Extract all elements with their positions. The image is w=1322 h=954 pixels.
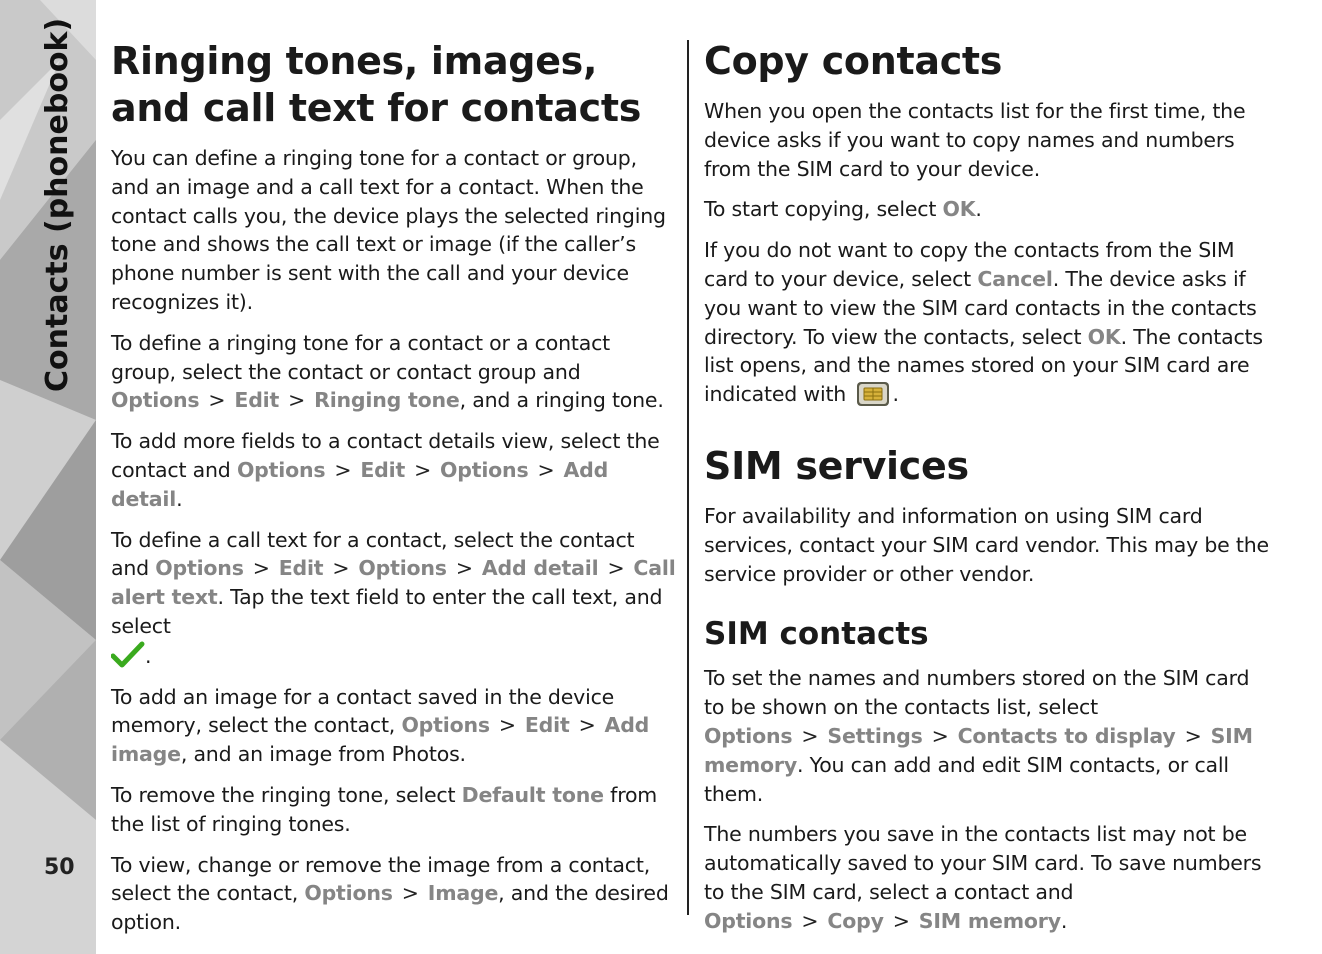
section-title-copy-contacts: Copy contacts	[704, 39, 1003, 83]
menu-path-options: Options	[440, 457, 529, 482]
menu-path-edit: Edit	[234, 388, 280, 413]
paragraph-sim-contacts-display: To set the names and numbers stored on the SIM card to be shown on the contacts list, select Options > Settings > Contacts to display > SIM memory. You can add and edit SIM contacts, or call them.	[704, 666, 1253, 806]
menu-path-sim-memory: SIM memory	[704, 723, 1253, 777]
menu-path-ringing-tone: Ringing tone	[314, 388, 460, 413]
left-column	[111, 38, 677, 949]
paragraph-copy-intro: When you open the contacts list for the first time, the device asks if you want to copy names and numbers from the SIM card to your device.	[704, 99, 1246, 181]
paragraph-intro: You can define a ringing tone for a contact or group, and an image and a call text for a contact. When the contact calls you, the device plays the selected ringing tone and shows the call text or image (if the caller’s phone number is sent with the call and your device recognizes it).	[111, 146, 666, 314]
menu-path-contacts-to-display: Contacts to display	[957, 723, 1176, 748]
section-title-sim-services: SIM services	[704, 443, 969, 488]
menu-path-sim-memory: SIM memory	[918, 908, 1061, 933]
menu-path-edit: Edit	[524, 713, 570, 738]
menu-path-edit: Edit	[278, 556, 324, 581]
menu-path-add-detail: Add detail	[481, 556, 599, 581]
menu-path-options: Options	[304, 881, 393, 906]
right-column	[704, 38, 1270, 948]
paragraph-ringing-tone: To define a ringing tone for a contact or a contact group, select the contact or contact group and Options > Edit > Ringing tone, and a ringing tone.	[111, 330, 664, 413]
paragraph-add-fields: To add more fields to a contact details view, select the contact and Options > Edit > Options > Add detail.	[111, 429, 660, 511]
paragraph-cancel-copy: If you do not want to copy the contacts from the SIM card to your device, select Cancel. The device asks if you want to view the SIM card contacts in the contacts directory. To view the contacts, select OK. The contacts list opens, and the names stored on your SIM card are indicated with .	[704, 238, 1263, 407]
menu-path-add-detail: Add detail	[111, 457, 609, 511]
paragraph-add-image: To add an image for a contact saved in the device memory, select the contact, Options > Edit > Add image, and an image from Photos.	[111, 684, 650, 767]
paragraph-call-text: To define a call text for a contact, select the contact and Options > Edit > Options > Add detail > Call alert text. Tap the text field to enter the call text, and select .	[111, 527, 676, 668]
softkey-ok: OK	[942, 197, 976, 222]
section-title-sim-contacts: SIM contacts	[704, 616, 929, 653]
softkey-ok: OK	[1087, 324, 1121, 349]
section-title-ringing-tones: Ringing tones, images, and call text for contacts	[111, 39, 642, 130]
menu-path-add-image: Add image	[111, 713, 650, 767]
menu-path-options: Options	[401, 713, 490, 738]
menu-path-default-tone: Default tone	[461, 782, 604, 807]
column-divider	[687, 40, 689, 915]
menu-path-call-alert-text: Call alert text	[111, 556, 676, 610]
menu-path-image: Image	[427, 881, 499, 906]
chapter-sidebar	[0, 0, 96, 954]
menu-path-options: Options	[358, 556, 447, 581]
sim-card-icon	[856, 381, 890, 407]
menu-path-options: Options	[155, 556, 244, 581]
page-number: 50	[44, 855, 75, 880]
menu-path-settings: Settings	[827, 723, 923, 748]
softkey-cancel: Cancel	[977, 266, 1053, 291]
paragraph-sim-services: For availability and information on using SIM card services, contact your SIM card vendor. This may be the service provider or other vendor.	[704, 503, 1269, 586]
menu-path-edit: Edit	[360, 457, 406, 482]
menu-path-options: Options	[704, 723, 793, 748]
paragraph-view-image: To view, change or remove the image from a contact, select the contact, Options > Image, and the desired option.	[111, 852, 669, 935]
paragraph-save-to-sim: The numbers you save in the contacts list may not be automatically saved to your SIM card. To save numbers to the SIM card, select a contact and Options > Copy > SIM memory.	[704, 822, 1262, 933]
menu-path-options: Options	[111, 388, 200, 413]
menu-path-options: Options	[704, 908, 793, 933]
checkmark-icon	[111, 641, 145, 669]
menu-path-options: Options	[236, 457, 326, 482]
paragraph-start-copying: To start copying, select OK.	[704, 197, 982, 222]
menu-path-copy: Copy	[827, 908, 884, 933]
chapter-title: Contacts (phonebook)	[40, 17, 75, 392]
paragraph-remove-tone: To remove the ringing tone, select Default tone from the list of ringing tones.	[111, 782, 658, 836]
